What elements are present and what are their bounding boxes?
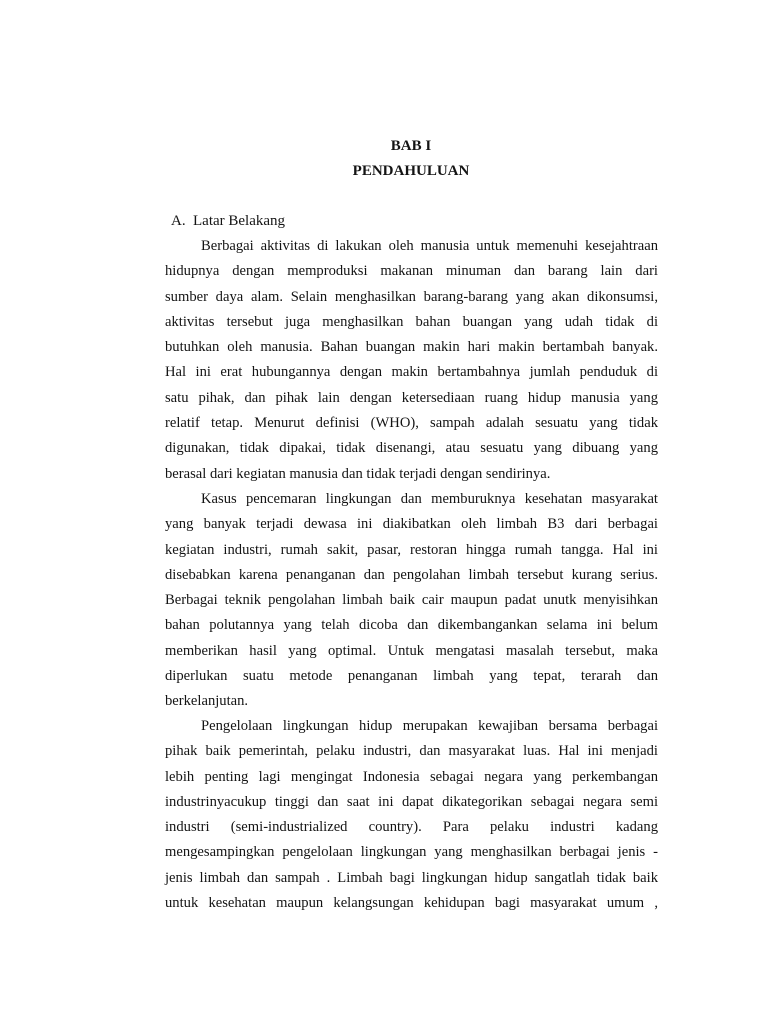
text-line: jenis limbah dan sampah . Limbah bagi lingkungan hidup sangatlah tidak baik xyxy=(165,869,658,886)
text-line: diperlukan suatu metode penanganan limbah yang tepat, terarah dan xyxy=(165,668,658,685)
text-line: sumber daya alam. Selain menghasilkan barang-barang yang akan dikonsumsi, xyxy=(165,288,658,305)
text-line: Kasus pencemaran lingkungan dan memburuknya kesehatan masyarakat xyxy=(201,491,658,507)
paragraph-text xyxy=(165,714,658,916)
text-line: lebih penting lagi mengingat Indonesia sebagai negara yang perkembangan xyxy=(165,768,658,785)
text-line: aktivitas tersebut juga menghasilkan bahan buangan yang udah tidak di xyxy=(165,313,658,330)
section-title: Latar Belakang xyxy=(193,213,286,229)
text-line: Berbagai teknik pengolahan limbah baik cair maupun padat unutk menyisihkan xyxy=(165,592,658,609)
paragraph-text xyxy=(165,234,658,487)
text-line: Hal ini erat hubungannya dengan makin bertambahnya jumlah penduduk di xyxy=(165,364,658,381)
paragraph xyxy=(165,714,658,916)
text-line: berkelanjutan. xyxy=(165,693,249,710)
chapter-title: PENDAHULUAN xyxy=(352,163,470,179)
text-line: industri (semi-industrialized country). Para pelaku industri kadang xyxy=(165,819,658,836)
text-line: Berbagai aktivitas di lakukan oleh manusia untuk memenuhi kesejahtraan xyxy=(201,238,658,254)
text-line: relatif tetap. Menurut definisi (WHO), sampah adalah sesuatu yang tidak xyxy=(165,415,658,432)
text-line: pihak baik pemerintah, pelaku industri, dan masyarakat luas. Hal ini menjadi xyxy=(165,743,658,760)
text-line: memberikan hasil yang optimal. Untuk mengatasi masalah tersebut, maka xyxy=(165,642,658,659)
text-line: digunakan, tidak dipakai, tidak disenangi, atau sesuatu yang dibuang yang xyxy=(165,440,658,457)
section-heading xyxy=(171,214,285,229)
text-line: untuk kesehatan maupun kelangsungan kehidupan bagi masyarakat umum , xyxy=(165,895,658,912)
text-line: butuhkan oleh manusia. Bahan buangan makin hari makin bertambah banyak. xyxy=(165,339,658,356)
text-line: hidupnya dengan memproduksi makanan minuman dan barang lain dari xyxy=(165,263,658,280)
text-line: berasal dari kegiatan manusia dan tidak terjadi dengan sendirinya. xyxy=(165,465,551,482)
section-letter: A. xyxy=(171,213,186,229)
text-line: satu pihak, dan pihak lain dengan ketersediaan ruang hidup manusia yang xyxy=(165,389,658,406)
text-line: Pengelolaan lingkungan hidup merupakan kewajiban bersama berbagai xyxy=(201,718,658,734)
text-line: mengesampingkan pengelolaan lingkungan yang menghasilkan berbagai jenis - xyxy=(165,844,658,861)
text-line: disebabkan karena penanganan dan pengolahan limbah tersebut kurang serius. xyxy=(165,566,658,583)
text-line: kegiatan industri, rumah sakit, pasar, restoran hingga rumah tangga. Hal ini xyxy=(165,541,658,558)
paragraph xyxy=(165,234,658,487)
text-line: industrinyacukup tinggi dan saat ini dapat dikategorikan sebagai negara semi xyxy=(165,793,658,810)
chapter-number: BAB I xyxy=(390,138,432,154)
text-line: yang banyak terjadi dewasa ini diakibatkan oleh limbah B3 dari berbagai xyxy=(165,516,658,533)
text-line: bahan polutannya yang telah dicoba dan dikembangankan selama ini belum xyxy=(165,617,658,634)
paragraph-text xyxy=(165,487,658,715)
paragraph xyxy=(165,487,658,715)
